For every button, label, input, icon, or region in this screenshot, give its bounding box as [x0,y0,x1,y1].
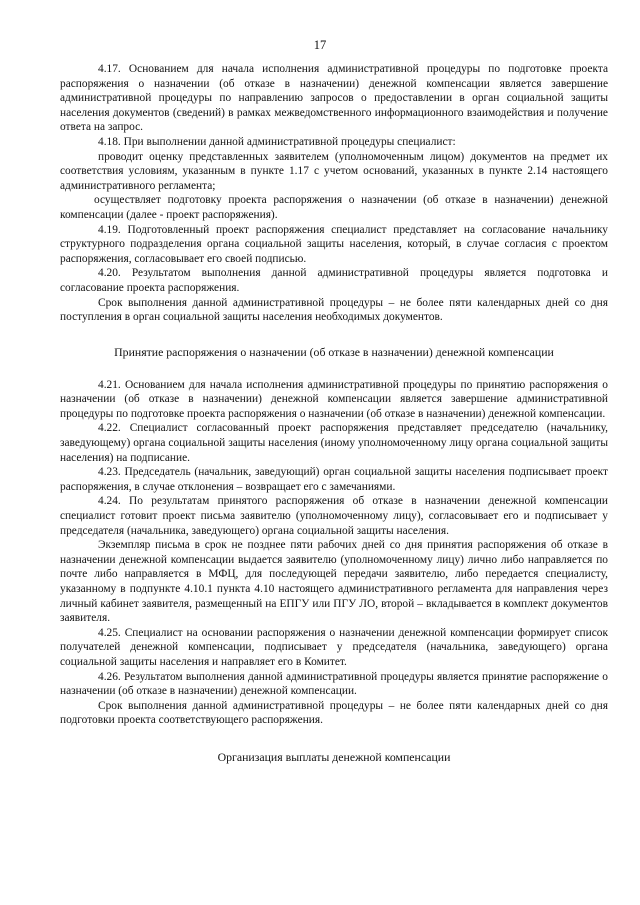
section-heading-decision: Принятие распоряжения о назначении (об отказе в назначении) денежной компенсации [114,344,554,359]
document-body [60,62,608,765]
section-heading-payment: Организация выплаты денежной компенсации [217,749,451,764]
paragraph-deadline-1: Срок выполнения данной административной процедуры – не более пяти календарных дней со дня поступления в орган социальной защиты населения необходимых документов. [60,296,608,324]
paragraph-4-22: 4.22. Специалист согласованный проект распоряжения представляет председателю (начальнику, заведующему) органа социальной защиты населения (иному уполномоченному лицу органа социальной защиты населения) на подписание. [60,422,608,464]
paragraph-4-18: 4.18. При выполнении данной административной процедуры специалист: [98,135,456,148]
paragraph-4-20: 4.20. Результатом выполнения данной административной процедуры является подготовка и согласование проекта распоряжения. [60,267,608,294]
paragraph-4-17: 4.17. Основанием для начала исполнения административной процедуры по подготовке проекта распоряжения о назначении (об отказе в назначении) денежной компенсации является завершение административной процедуры по направлению запросов о предоставлении в орган социальной защиты населения документов (сведений) в рамках межведомственного информационного взаимодействия и получение ответа на запрос. [60,63,608,134]
paragraph-4-25: 4.25. Специалист на основании распоряжения о назначении денежной компенсации формирует список получателей денежной компенсации, подписывает у председателя (начальника, заведующего) органа социальной защиты населения и направляет его в Комитет. [60,626,608,668]
paragraph-letter-copy: Экземпляр письма в срок не позднее пяти рабочих дней со дня принятия распоряжения об отказе в назначении денежной компенсации выдается заявителю (уполномоченному лицу) лично либо направляется по почте либо направляется в МФЦ, для последующей передачи заявителю, либо передается специалисту, указанному в подпункте 4.10.1 пункта 4.10 настоящего административного регламента для направления через личный кабинет заявителя, размещенный на ЕПГУ или ПГУ ЛО, второй – вкладывается в комплект документов заявителя. [60,539,608,625]
paragraph-4-26: 4.26. Результатом выполнения данной административной процедуры является принятие распоряжение о назначении (об отказе в назначении) денежной компенсации. [60,670,608,698]
paragraph-deadline-2: Срок выполнения данной административной процедуры – не более пяти календарных дней со дня подготовки проекта соответствующего распоряжения. [60,699,608,727]
paragraph-4-23: 4.23. Председатель (начальник, заведующий) орган социальной защиты населения подписывает проект распоряжения, в случае отклонения – возвращает его с замечаниями. [60,466,608,493]
paragraph-4-24: 4.24. По результатам принятого распоряжения об отказе в назначении денежной компенсации специалист готовит проект письма заявителю (уполномоченному лицу), согласовывает его и подписывает у председателя (начальника, заведующего) органа социальной защиты населения. [60,495,608,537]
page-number: 17 [313,38,327,52]
paragraph-4-18-item-2: осуществляет подготовку проекта распоряжения о назначении (об отказе в назначении) денежной компенсации (далее - проект распоряжения). [60,194,608,221]
paragraph-4-18-item-1: проводит оценку представленных заявителем (уполномоченным лицом) документов на предмет их соответствия условиям, указанным в пункте 1.17 с учетом оснований, указанных в пункте 2.14 настоящего административного регламента; [60,150,608,192]
paragraph-4-19: 4.19. Подготовленный проект распоряжения специалист представляет на согласование начальнику структурного подразделения органа социальной защиты населения, который, в случае согласия с проектом распоряжения, согласовывает его своей подписью. [60,223,608,265]
paragraph-4-21: 4.21. Основанием для начала исполнения административной процедуры по принятию распоряжения о назначении (об отказе в назначении) денежной компенсации является завершение административной процедуры по подготовке проекта распоряжения о назначении (об отказе в назначении) денежной компенсации. [60,378,608,420]
